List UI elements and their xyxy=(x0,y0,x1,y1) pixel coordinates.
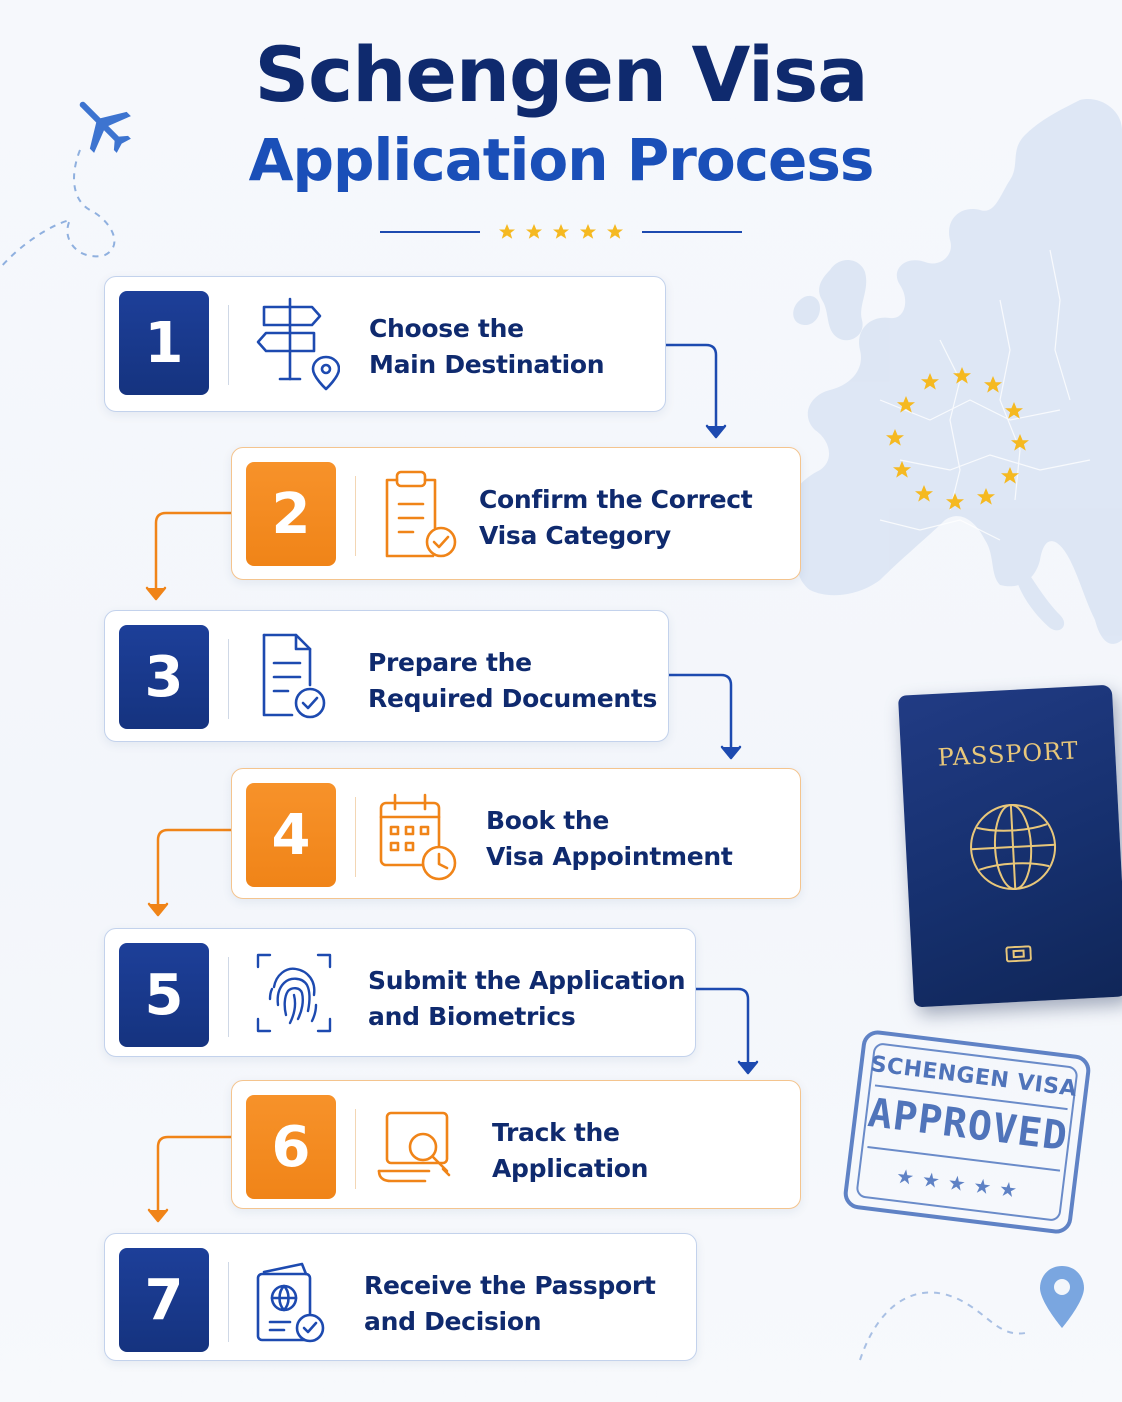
signpost-location-icon xyxy=(250,295,340,391)
step-label: Receive the Passport and Decision xyxy=(364,1271,656,1336)
passport-label: PASSPORT xyxy=(936,736,1080,772)
step-label: Book the Visa Appointment xyxy=(486,806,733,871)
document-check-icon xyxy=(250,629,340,725)
stamp-main-text: APPROVED xyxy=(865,1089,1071,1161)
step-label: Confirm the Correct Visa Category xyxy=(479,485,753,550)
divider xyxy=(355,1109,356,1189)
step-card-3 xyxy=(104,610,669,742)
star-row-icon xyxy=(499,224,623,239)
divider xyxy=(228,1262,229,1342)
step-card-5 xyxy=(104,928,696,1057)
step-label: Track the Application xyxy=(492,1118,649,1183)
divider xyxy=(228,639,229,719)
step-card-7 xyxy=(104,1233,697,1361)
title-divider xyxy=(380,218,742,248)
route-path xyxy=(860,1293,1030,1361)
step-card-4 xyxy=(231,768,801,899)
step-number-badge: 2 xyxy=(246,462,336,566)
laptop-search-icon xyxy=(377,1099,467,1195)
approved-stamp xyxy=(842,1029,1092,1236)
divider xyxy=(355,476,356,556)
divider xyxy=(355,797,356,877)
step-number-badge: 1 xyxy=(119,291,209,395)
step-label: Choose the Main Destination xyxy=(369,314,605,379)
step-number-badge: 7 xyxy=(119,1248,209,1352)
stamp-stars-icon: ★★★★★ xyxy=(894,1163,1027,1204)
page-subtitle: Application Process xyxy=(248,126,874,194)
page-title: Schengen Visa xyxy=(254,30,868,119)
passport-check-icon xyxy=(250,1252,340,1348)
step-number-badge: 6 xyxy=(246,1095,336,1199)
step-card-1 xyxy=(104,276,666,412)
location-pin-icon xyxy=(1040,1266,1084,1328)
step-number-badge: 4 xyxy=(246,783,336,887)
passport-illustration xyxy=(898,685,1122,1008)
clipboard-check-icon xyxy=(377,466,467,562)
step-label: Prepare the Required Documents xyxy=(368,648,658,713)
step-number-badge: 3 xyxy=(119,625,209,729)
fingerprint-scan-icon xyxy=(250,947,340,1043)
chip-icon xyxy=(1005,945,1032,962)
divider xyxy=(228,957,229,1037)
globe-icon xyxy=(966,800,1061,895)
step-card-6 xyxy=(231,1080,801,1209)
calendar-clock-icon xyxy=(377,787,467,883)
divider xyxy=(228,305,229,385)
step-label: Submit the Application and Biometrics xyxy=(368,966,686,1031)
step-number-badge: 5 xyxy=(119,943,209,1047)
stamp-top-text: SCHENGEN VISA xyxy=(869,1051,1079,1102)
step-card-2 xyxy=(231,447,801,580)
